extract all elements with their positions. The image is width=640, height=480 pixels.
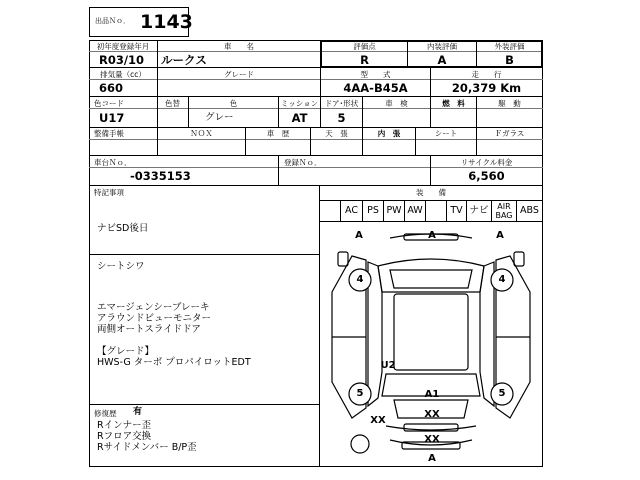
mission-label: ミッション	[280, 99, 319, 108]
frame-right	[542, 40, 543, 467]
equip-tv: TV	[450, 205, 463, 216]
drive-label: 駆 動	[498, 99, 521, 108]
note-line-1: ナビSD後日	[97, 223, 149, 234]
interior-label: 内装評価	[427, 42, 457, 51]
note-line-2: シートシワ	[97, 261, 145, 272]
first-registration: R03/10	[99, 53, 145, 67]
doors: 5	[337, 111, 346, 125]
grade-tire-rear-right: 5	[498, 388, 506, 399]
model-label: 型 式	[360, 70, 391, 79]
displacement-label: 排気量（cc）	[100, 70, 146, 79]
grade-rear-xx1: XX	[424, 409, 440, 420]
glass-label: Ｆガラス	[494, 129, 525, 138]
notes-label: 特記事項	[94, 188, 124, 197]
equip-abs: ABS	[520, 205, 539, 216]
exterior-label: 外装評価	[494, 42, 525, 51]
repair-line-2: Rフロア交換	[97, 431, 152, 442]
equip-pw: PW	[386, 205, 402, 216]
equip-ac: AC	[345, 205, 358, 216]
note-line-4: アラウンドビューモニター	[97, 313, 212, 324]
note-line-6: 【グレード】	[97, 346, 155, 357]
repair-line-3: Rサイドメンバー B/P歪	[97, 442, 197, 453]
color-label: 色	[229, 99, 238, 108]
recycle-fee: 6,560	[468, 169, 505, 183]
color-code: U17	[99, 111, 125, 125]
grade-rear-bottom: A	[428, 453, 436, 464]
mission: AT	[291, 111, 308, 125]
color-code-label: 色コード	[94, 99, 124, 108]
note-line-3: エマージェンシーブレーキ	[97, 302, 210, 313]
grade-front-right: A	[496, 230, 504, 241]
chassis-label: 車台Ｎｏ．	[94, 158, 132, 167]
color: グレー	[205, 112, 234, 123]
grade-rear-left-xx: XX	[370, 415, 386, 426]
frame-bottom	[89, 466, 543, 467]
note-line-7: HWS-G ターボ プロパイロットEDT	[97, 357, 251, 368]
interior-grade: A	[437, 53, 447, 67]
registration-label: 登録Ｎｏ．	[284, 158, 322, 167]
roof-label: 天 張	[325, 129, 348, 138]
model-code: 4AA-B45A	[343, 81, 408, 95]
rule-notes2	[89, 404, 319, 405]
rule-notes1	[89, 254, 319, 255]
v-r5a	[278, 155, 279, 185]
manual-label: 整備手帳	[94, 129, 124, 138]
seat-label: シート	[434, 129, 458, 138]
rule-sub5	[89, 167, 543, 168]
year-label: 初年度登録年月	[96, 42, 150, 51]
grade-side-u2: U2	[380, 360, 396, 371]
equip-airbag: AIR BAG	[495, 202, 513, 220]
grade-rear-a1: A1	[424, 389, 440, 400]
rule-h5	[89, 185, 543, 186]
grade-rear-xx2: XX	[424, 434, 440, 445]
equip-empty	[426, 201, 446, 221]
car-diagram	[320, 222, 542, 466]
score-label: 評価点	[353, 42, 376, 51]
fuel-label: 燃 料	[442, 99, 465, 108]
chassis-number: -0335153	[130, 169, 191, 183]
car-name: ルークス	[161, 53, 207, 67]
grade-tire-front-right: 4	[498, 274, 506, 285]
nox-label: ＮＯＸ	[190, 129, 213, 138]
color-change-label: 色替	[165, 99, 180, 108]
lot-number: 1143	[140, 11, 193, 33]
lot-number-label: 出品Ｎｏ．	[95, 17, 130, 25]
equip-navi: ナビ	[469, 205, 489, 216]
mileage: 20,379 Km	[451, 81, 522, 95]
recycle-label: リサイクル料金	[460, 158, 513, 167]
equipment-label: 装 備	[416, 188, 446, 197]
repair-line-1: Rインナー歪	[97, 420, 152, 431]
inspection-label: 車 検	[385, 99, 408, 108]
history-label: 車 歴	[266, 129, 290, 138]
exterior-grade: B	[505, 53, 514, 67]
mileage-label: 走 行	[471, 70, 502, 79]
note-line-5: 両側オートスライドドア	[97, 324, 201, 335]
doors-label: ドア･形状	[324, 99, 359, 108]
score: R	[360, 53, 369, 67]
displacement: 660	[99, 81, 124, 95]
repair-history-value: 有	[133, 407, 143, 417]
grade-tire-rear-left: 5	[356, 388, 364, 399]
rule-h4	[89, 155, 543, 156]
grade-tire-front-left: 4	[356, 274, 364, 285]
car-name-label: 車 名	[224, 42, 254, 51]
grade-front-center: A	[428, 230, 436, 241]
equip-aw: AW	[407, 205, 423, 216]
grade-front-left: A	[355, 230, 363, 241]
repair-history-label: 修復歴	[94, 409, 117, 418]
interior-trim-label: 内 張	[377, 129, 401, 138]
equip-ps: PS	[367, 205, 379, 216]
grade-label: グレード	[224, 70, 254, 79]
